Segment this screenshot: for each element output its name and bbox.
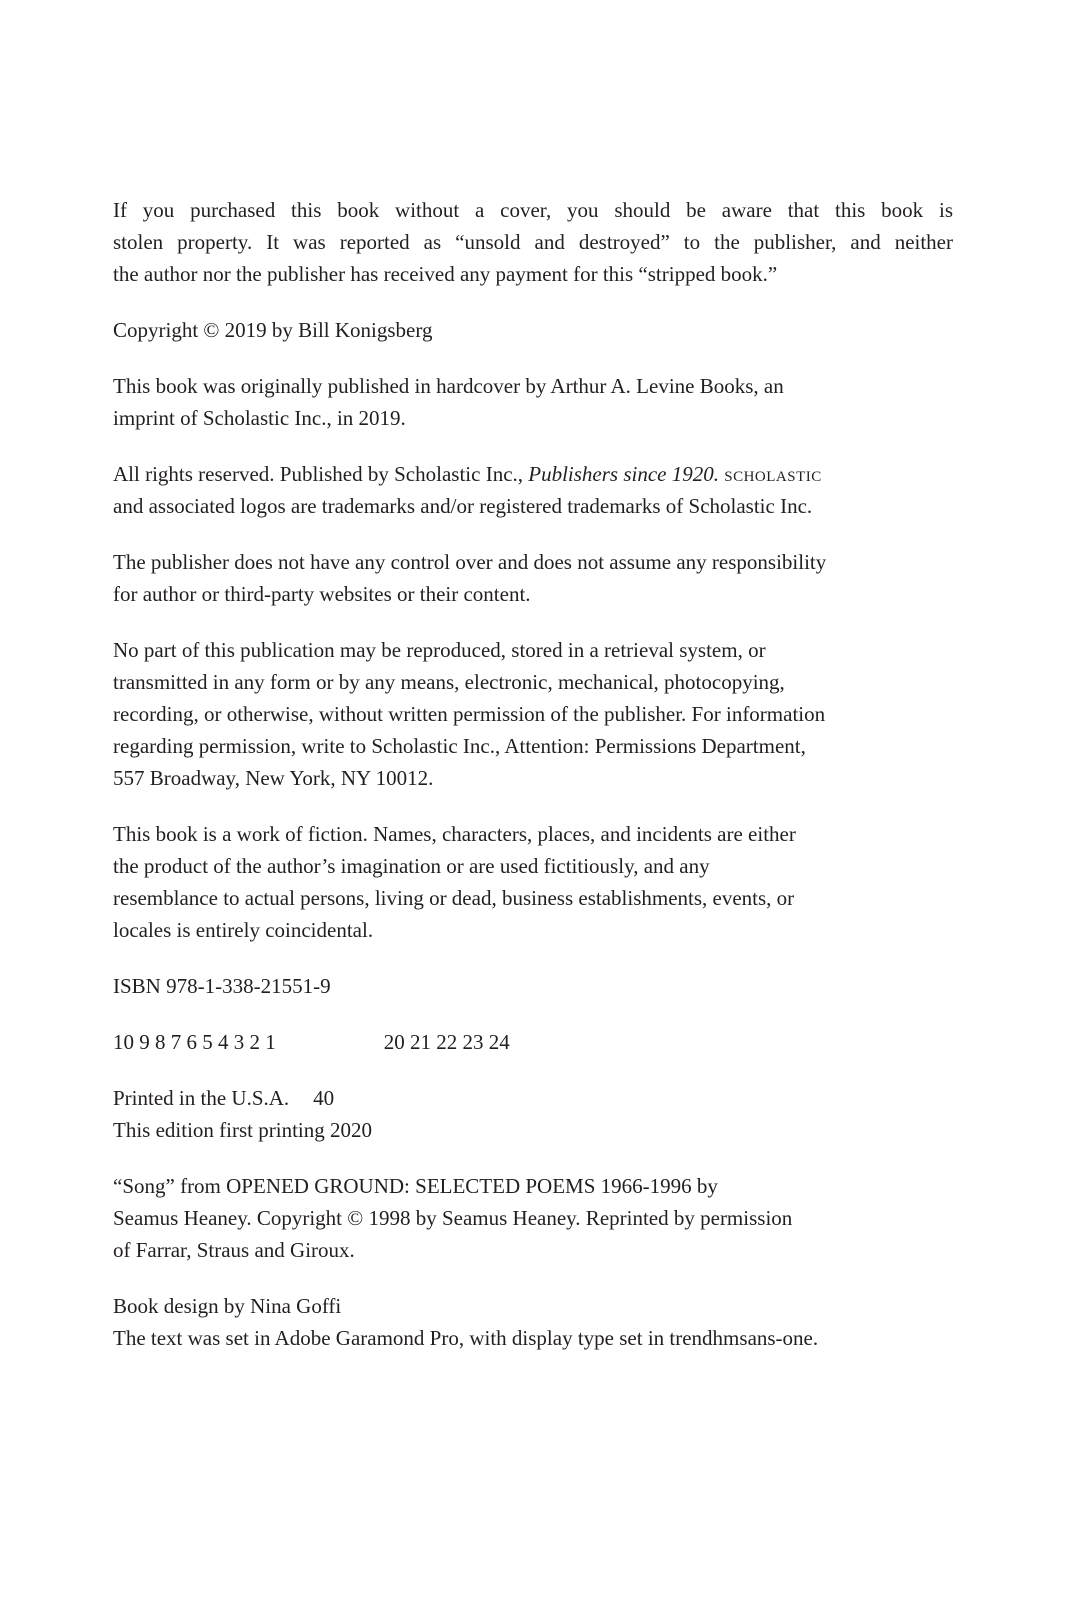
copyright-line: Copyright © 2019 by Bill Konigsberg (113, 318, 433, 342)
rights-text: All rights reserved. Published by Scholastic Inc., (113, 462, 529, 486)
original-pub-line: imprint of Scholastic Inc., in 2019. (113, 406, 406, 430)
reproduction-line: No part of this publication may be reproduced, stored in a retrieval system, or (113, 638, 766, 662)
design-line: The text was set in Adobe Garamond Pro, with display type set in trendhmsans-one. (113, 1326, 819, 1350)
copyright-page (113, 194, 953, 1378)
edition-line: This edition first printing 2020 (113, 1118, 372, 1142)
credit-line: Seamus Heaney. Copyright © 1998 by Seamus Heaney. Reprinted by permission (113, 1206, 793, 1230)
credit-line: of Farrar, Straus and Giroux. (113, 1238, 355, 1262)
isbn-block (113, 970, 953, 1002)
original-pub-line: This book was originally published in hardcover by Arthur A. Levine Books, an (113, 374, 784, 398)
printing-numbers: 10 9 8 7 6 5 4 3 2 1 (113, 1030, 276, 1054)
scholastic-trademark: scholastic (724, 462, 822, 486)
rights-line (113, 458, 953, 490)
notice-line: stolen property. It was reported as “unsold and destroyed” to the publisher, and neither (113, 230, 953, 254)
fiction-line: This book is a work of fiction. Names, characters, places, and incidents are either (113, 822, 796, 846)
reproduction-line: transmitted in any form or by any means, electronic, mechanical, photocopying, (113, 670, 785, 694)
reproduction-line: recording, or otherwise, without written permission of the publisher. For information (113, 702, 826, 726)
song-credit (113, 1170, 953, 1266)
disclaimer-line: The publisher does not have any control over and does not assume any responsibility (113, 550, 827, 574)
disclaimer-line: for author or third-party websites or their content. (113, 582, 531, 606)
design-line: Book design by Nina Goffi (113, 1294, 342, 1318)
notice-line: the author nor the publisher has received any payment for this “stripped book.” (113, 262, 778, 286)
fiction-line: the product of the author’s imagination or are used fictitiously, and any (113, 854, 710, 878)
isbn: ISBN 978-1-338-21551-9 (113, 974, 331, 998)
design-credit (113, 1290, 953, 1354)
printing-info (113, 1082, 953, 1146)
reproduction-notice (113, 634, 953, 794)
notice-line: If you purchased this book without a cover, you should be aware that this book is (113, 198, 953, 222)
printing-line (113, 1026, 953, 1058)
credit-line: “Song” from OPENED GROUND: SELECTED POEMS 1966-1996 by (113, 1174, 718, 1198)
printed-country: Printed in the U.S.A. (113, 1086, 290, 1110)
printing-numbers-row (113, 1026, 953, 1058)
rights-reserved (113, 458, 953, 522)
original-publication (113, 370, 953, 434)
publisher-tagline: Publishers since 1920. (528, 462, 719, 486)
fiction-line: locales is entirely coincidental. (113, 918, 374, 942)
website-disclaimer (113, 546, 953, 610)
reproduction-line: 557 Broadway, New York, NY 10012. (113, 766, 434, 790)
stripped-book-notice (113, 194, 953, 290)
printed-row (113, 1082, 953, 1114)
rights-line: and associated logos are trademarks and/or registered trademarks of Scholastic Inc. (113, 494, 813, 518)
fiction-disclaimer (113, 818, 953, 946)
printer-number: 40 (313, 1086, 335, 1110)
fiction-line: resemblance to actual persons, living or dead, business establishments, events, or (113, 886, 795, 910)
printing-years: 20 21 22 23 24 (383, 1030, 510, 1054)
reproduction-line: regarding permission, write to Scholastic Inc., Attention: Permissions Department, (113, 734, 806, 758)
copyright-statement (113, 314, 953, 346)
